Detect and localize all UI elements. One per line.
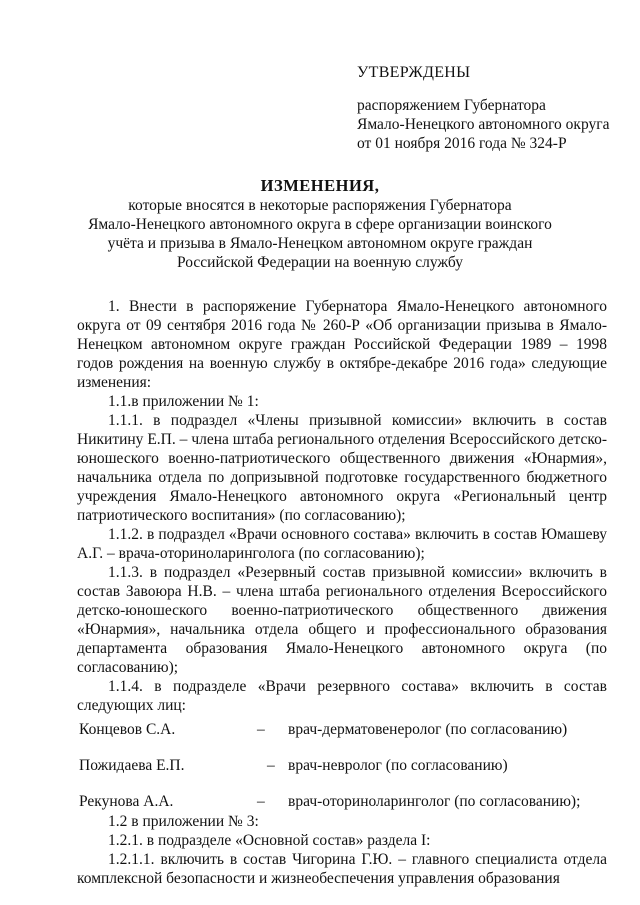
approval-heading: УТВЕРЖДЕНЫ — [357, 64, 471, 81]
list-item-dash: – — [257, 721, 265, 738]
document-body — [77, 297, 607, 888]
paragraph-1-1-2: 1.1.2. в подраздел «Врачи основного состава» включить в состав Юмашеву А.Г. – врача-оториноларинголога (по согласованию); — [77, 526, 607, 562]
document-title: ИЗМЕНЕНИЯ, — [260, 176, 380, 195]
list-item-role: врач-дерматовенеролог (по согласованию) — [288, 721, 568, 738]
paragraph-1-2-1: 1.2.1. в подразделе «Основной состав» раздела I: — [108, 832, 431, 849]
list-item — [77, 756, 607, 775]
paragraph-1: 1. Внести в распоряжение Губернатора Ямало-Ненецкого автономного округа от 09 сентября 2016 года № 260-Р «Об организации призыва в Ямало-Ненецком автономном округе граждан Российской Федерации 1989 – 1998 годов рождения на военную службу в октябре-декабре 2016 года» следующие изменения: — [77, 298, 607, 391]
approval-line-3: от 01 ноября 2016 года № 324-Р — [357, 135, 567, 152]
list-item — [77, 792, 607, 811]
list-item-role: врач-невролог (по согласованию) — [288, 757, 508, 774]
list-item-role: врач-оториноларинголог (по согласованию); — [288, 793, 581, 810]
approval-block — [357, 63, 627, 153]
title-subline-1: которые вносятся в некоторые распоряжения Губернатора — [128, 197, 512, 214]
list-item — [77, 720, 607, 739]
list-item-dash: – — [267, 757, 275, 774]
doctor-list — [77, 720, 607, 811]
title-subline-4: Российской Федерации на военную службу — [177, 254, 463, 271]
paragraph-1-1-1: 1.1.1. в подраздел «Члены призывной комиссии» включить в состав Никитину Е.П. – члена штаба регионального отделения Всероссийского детско-юношеского военно-патриотического общественного движения «Юнармия», начальника отдела по допризывной подготовке государственного бюджетного учреждения Ямало-Ненецкого автономного округа «Региональный центр патриотического воспитания» (по согласованию); — [77, 412, 607, 524]
list-item-name: Пожидаева Е.П. — [79, 757, 185, 774]
title-subline-2: Ямало-Ненецкого автономного округа в сфере организации воинского — [88, 216, 552, 233]
list-item-name: Концевов С.А. — [79, 721, 176, 738]
paragraph-1-2-1-1: 1.2.1.1. включить в состав Чигорина Г.Ю. – главного специалиста отдела комплексной безопасности и жизнеобеспечения управления образования — [77, 851, 607, 887]
paragraph-1-1-3: 1.1.3. в подраздел «Резервный состав призывной комиссии» включить в состав Завоюра Н.В. – члена штаба регионального отделения Всероссийского детско-юношеского военно-патриотического общественного движения «Юнармия», начальника отдела общего и профессионального образования департамента образования Ямало-Ненецкого автономного округа (по согласованию); — [77, 564, 607, 676]
paragraph-1-2: 1.2 в приложении № 3: — [108, 813, 259, 830]
list-item-name: Рекунова А.А. — [79, 793, 174, 810]
document-title-block — [60, 176, 580, 272]
paragraph-1-1-4: 1.1.4. в подразделе «Врачи резервного состава» включить в состав следующих лиц: — [77, 678, 607, 714]
paragraph-1-1: 1.1.в приложении № 1: — [108, 393, 259, 410]
list-item-dash: – — [257, 793, 265, 810]
approval-line-2: Ямало-Ненецкого автономного округа — [357, 116, 610, 133]
approval-line-1: распоряжением Губернатора — [357, 97, 546, 114]
title-subline-3: учёта и призыва в Ямало-Ненецком автономном округе граждан — [107, 235, 533, 252]
